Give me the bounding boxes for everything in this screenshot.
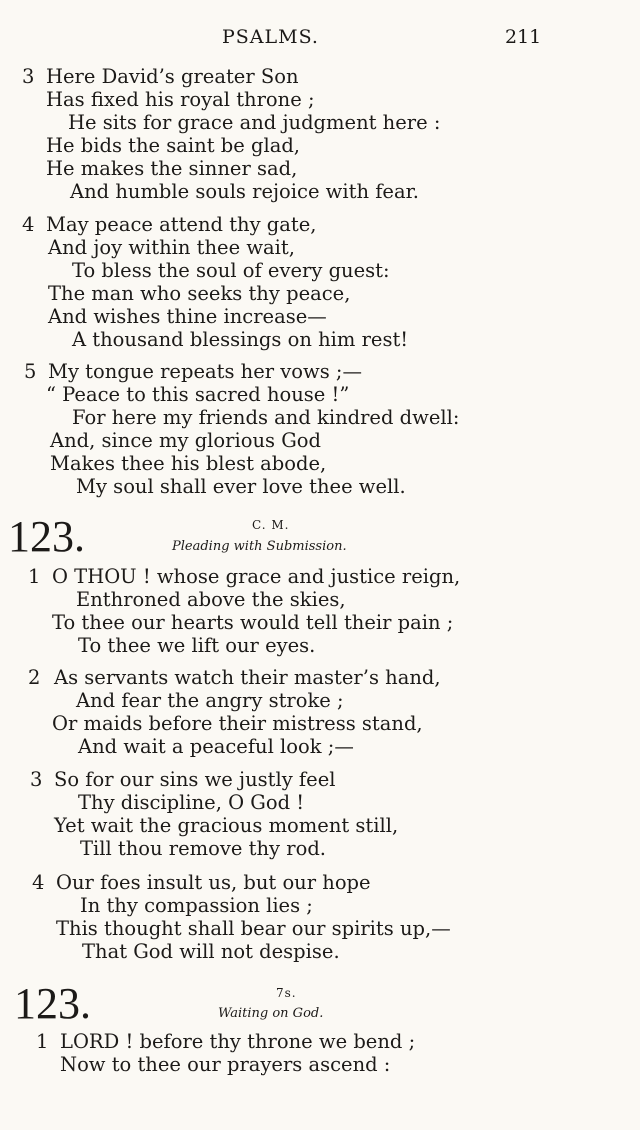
verse-line: My soul shall ever love thee well. xyxy=(76,475,406,498)
running-head: PSALMS. xyxy=(222,26,319,48)
hymn-subtitle: Pleading with Submission. xyxy=(172,539,347,554)
stanza-number: 1 xyxy=(28,565,41,588)
stanza-number: 4 xyxy=(32,871,45,894)
verse-line: The man who seeks thy peace, xyxy=(48,282,351,305)
verse-line: Now to thee our prayers ascend : xyxy=(60,1053,391,1076)
page-header xyxy=(0,26,640,52)
page-number: 211 xyxy=(505,26,542,48)
verse-line: He sits for grace and judgment here : xyxy=(68,111,441,134)
verse-line: And humble souls rejoice with fear. xyxy=(70,180,419,203)
verse-line: Or maids before their mistress stand, xyxy=(52,712,423,735)
verse-line: This thought shall bear our spirits up,— xyxy=(56,917,451,940)
verse-line: Here David’s greater Son xyxy=(46,65,299,88)
verse-line: Has fixed his royal throne ; xyxy=(46,88,315,111)
verse-line: Enthroned above the skies, xyxy=(76,588,346,611)
verse-line: Till thou remove thy rod. xyxy=(80,837,327,860)
stanza-number: 3 xyxy=(22,65,35,88)
verse-line: As servants watch their master’s hand, xyxy=(54,666,441,689)
stanza-number: 4 xyxy=(22,213,35,236)
verse-line: Yet wait the gracious moment still, xyxy=(54,814,399,837)
hymn-subtitle: Waiting on God. xyxy=(218,1006,324,1021)
verse-line: And joy within thee wait, xyxy=(48,236,295,259)
verse-line: In thy compassion lies ; xyxy=(80,894,313,917)
verse-line: And wishes thine increase— xyxy=(48,305,327,328)
verse-line: To bless the soul of every guest: xyxy=(72,259,390,282)
verse-line: O THOU ! whose grace and justice reign, xyxy=(52,565,461,588)
verse-line: He makes the sinner sad, xyxy=(46,157,298,180)
verse-line: And wait a peaceful look ;— xyxy=(78,735,354,758)
verse-line: And fear the angry stroke ; xyxy=(76,689,344,712)
verse-line: To thee we lift our eyes. xyxy=(78,634,316,657)
stanza-number: 1 xyxy=(36,1030,49,1053)
verse-line: May peace attend thy gate, xyxy=(46,213,317,236)
verse-line: LORD ! before thy throne we bend ; xyxy=(60,1030,416,1053)
verse-line: “ Peace to this sacred house !” xyxy=(46,383,350,406)
stanza-number: 3 xyxy=(30,768,43,791)
hymn-number: 123. xyxy=(14,979,91,1028)
meter: C. M. xyxy=(252,518,290,532)
verse-line: So for our sins we justly feel xyxy=(54,768,336,791)
verse-line: My tongue repeats her vows ;— xyxy=(48,360,362,383)
verse-line: He bids the saint be glad, xyxy=(46,134,300,157)
verse-line: Makes thee his blest abode, xyxy=(50,452,327,475)
stanza-number: 5 xyxy=(24,360,37,383)
verse-line: And, since my glorious God xyxy=(50,429,322,452)
verse-line: Thy discipline, O God ! xyxy=(78,791,305,814)
verse-line: Our foes insult us, but our hope xyxy=(56,871,371,894)
meter: 7s. xyxy=(276,986,297,1000)
hymn-number: 123. xyxy=(8,512,85,561)
stanza-number: 2 xyxy=(28,666,41,689)
verse-line: To thee our hearts would tell their pain ; xyxy=(52,611,454,634)
verse-line: A thousand blessings on him rest! xyxy=(72,328,409,351)
verse-line: For here my friends and kindred dwell: xyxy=(72,406,460,429)
verse-line: That God will not despise. xyxy=(82,940,340,963)
